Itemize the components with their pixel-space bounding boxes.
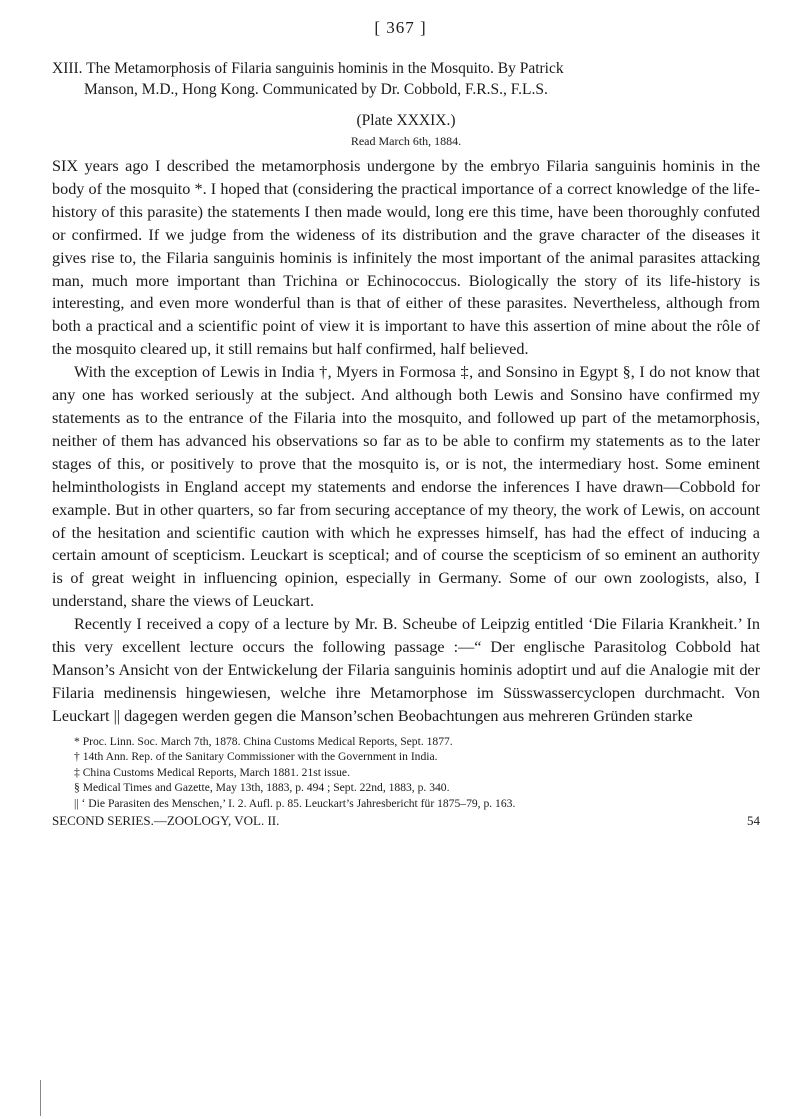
scan-edge-mark bbox=[40, 1080, 41, 1116]
page-number: [ 367 ] bbox=[374, 18, 427, 37]
series-label: SECOND SERIES.—ZOOLOGY, VOL. II. bbox=[52, 813, 280, 829]
title-line-1: XIII. The Metamorphosis of Filaria sanguinis hominis in the Mosquito. By Patrick bbox=[52, 60, 564, 77]
footnote-1: * Proc. Linn. Soc. March 7th, 1878. China Customs Medical Reports, Sept. 1877. bbox=[74, 734, 453, 748]
paragraph-3: Recently I received a copy of a lecture by Mr. B. Scheube of Leipzig entitled ‘Die Filaria Krankheit.’ In this very excellent lecture occurs the following passage :—“ Der englische Parasitolog Cobbold hat Manson’s Ansicht von der Entwickelung der Filaria sanguinis hominis adoptirt und auf die Analogie mit der Filaria medinensis hingewiesen, welche ihre Metamorphose im Süsswassercyclopen durchmacht. Von Leuckart || dagegen werden gegen die Manson’schen Beobachtungen aus mehreren Gründen starke bbox=[52, 615, 760, 725]
plate-reference: (Plate XXXIX.) bbox=[356, 112, 456, 129]
article-body bbox=[52, 155, 760, 728]
footnote-4: § Medical Times and Gazette, May 13th, 1883, p. 494 ; Sept. 22nd, 1883, p. 340. bbox=[74, 781, 450, 795]
paragraph-1: SIX years ago I described the metamorphosis undergone by the embryo Filaria sanguinis hominis in the body of the mosquito *. I hoped that (considering the practical importance of a correct knowledge of the life-history of this parasite) the statements I then made would, long ere this time, have been thoroughly confuted or confirmed. If we judge from the wideness of its distribution and the grave character of the diseases it gives rise to, the Filaria sanguinis hominis is infinitely the most important of the animal parasites attacking man, much more important than Trichina or Echinococcus. Biologically the story of its life-history is interesting, and even more wonderful than is that of either of these parasites. Nevertheless, although from both a practical and a scientific point of view it is important to have this assertion of mine about the rôle of the mosquito cleared up, it still remains but half confirmed, half believed. bbox=[52, 157, 760, 359]
title-line-2: Manson, M.D., Hong Kong. Communicated by Dr. Cobbold, F.R.S., F.L.S. bbox=[84, 81, 548, 98]
sheet-signature: 54 bbox=[747, 813, 760, 829]
read-date: Read March 6th, 1884. bbox=[350, 134, 462, 148]
footnote-5: || ‘ Die Parasiten des Menschen,’ I. 2. Aufl. p. 85. Leuckart’s Jahresbericht für 1875–79, p. 163. bbox=[74, 796, 516, 810]
footnote-2: † 14th Ann. Rep. of the Sanitary Commissioner with the Government in India. bbox=[74, 750, 438, 764]
article-title bbox=[52, 58, 760, 100]
footnotes bbox=[52, 734, 760, 812]
paragraph-2: With the exception of Lewis in India †, Myers in Formosa ‡, and Sonsino in Egypt §, I do not know that any one has worked seriously at the subject. And although both Lewis and Sonsino have confirmed my statements as to the entrance of the Filaria into the mosquito, and followed up part of the metamorphosis, neither of them has advanced his observations so far as to be able to confirm my statements as to the later stages of this, or positively to prove that the mosquito is, or is not, the intermediary host. Some eminent helminthologists in England accept my statements and endorse the inferences I have drawn—Cobbold for example. But in other quarters, so far from securing acceptance of my theory, the work of Lewis, on account of the hesitation and scientific caution with which he expresses himself, has had the effect of inducing a certain amount of scepticism. Leuckart is sceptical; and of course the scepticism of so eminent an authority is of great weight in influencing opinion, especially in Germany. Some of our own zoologists, also, I understand, share the views of Leuckart. bbox=[52, 363, 760, 611]
footnote-3: ‡ China Customs Medical Reports, March 1881. 21st issue. bbox=[74, 765, 350, 779]
article bbox=[52, 58, 760, 829]
page-footer bbox=[52, 812, 760, 829]
